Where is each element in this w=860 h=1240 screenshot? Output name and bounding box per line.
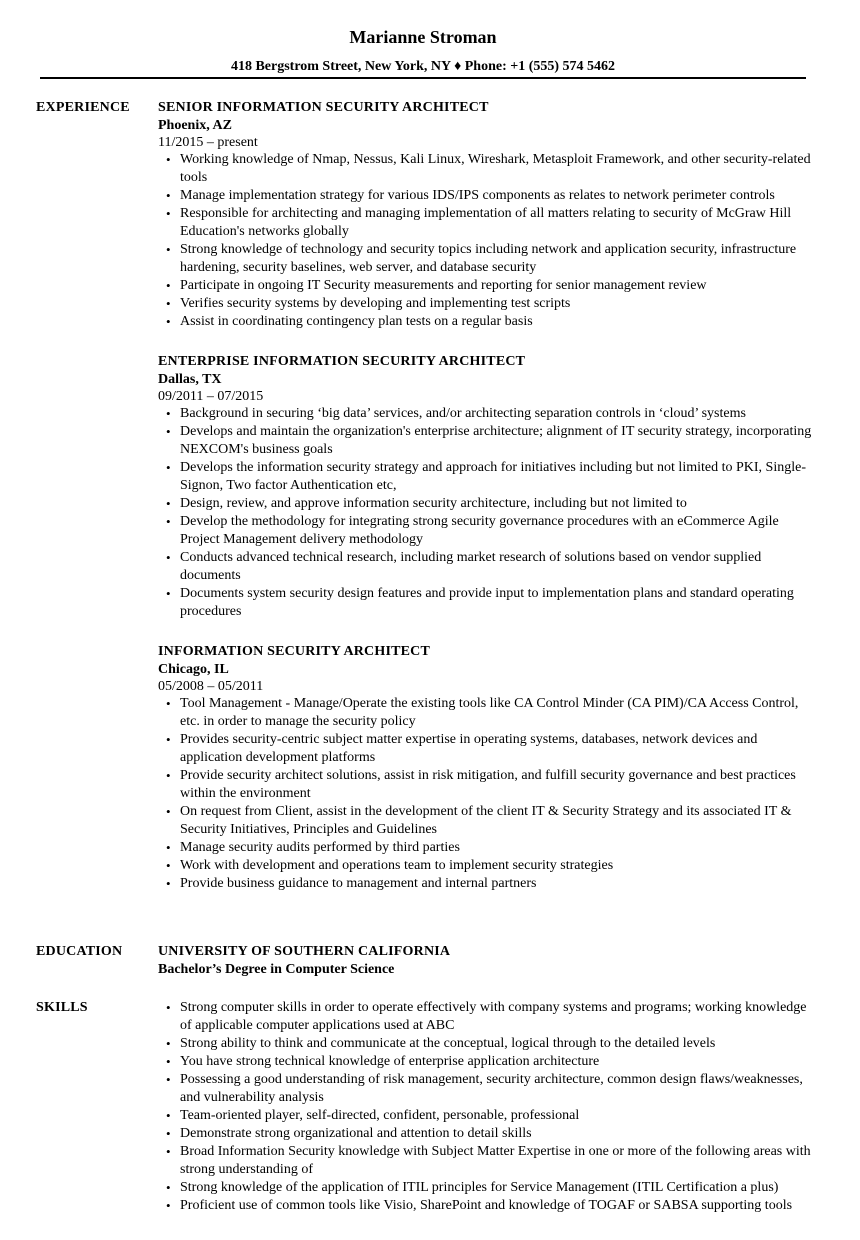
job-bullet: • Work with development and operations team to implement security strategies bbox=[180, 857, 818, 875]
job-entry bbox=[158, 99, 818, 331]
job-bullet-list bbox=[158, 405, 818, 621]
job-bullet: • Develop the methodology for integrating strong security governance procedures with an eCommerce Agile Project Management delivery methodology bbox=[180, 513, 818, 549]
job-dates: 09/2011 – 07/2015 bbox=[158, 389, 264, 404]
degree: Bachelor’s Degree in Computer Science bbox=[158, 962, 395, 977]
job-title: ENTERPRISE INFORMATION SECURITY ARCHITECT bbox=[158, 354, 526, 369]
job-bullet: • Conducts advanced technical research, including market research of solutions based on vendor supplied documents bbox=[180, 549, 818, 585]
job-entry bbox=[158, 353, 818, 621]
job-bullet: • Develops the information security strategy and approach for initiatives including but not limited to PKI, Single-Signon, Two factor Authentication etc, bbox=[180, 459, 818, 495]
job-bullet: • Manage implementation strategy for various IDS/IPS components as relates to network perimeter controls bbox=[180, 187, 818, 205]
job-bullet: • Responsible for architecting and managing implementation of all matters relating to security of McGraw Hill Education's networks globally bbox=[180, 205, 818, 241]
experience-heading: EXPERIENCE bbox=[36, 100, 130, 115]
job-bullet: • Provides security-centric subject matter expertise in operating systems, databases, network devices and application development platforms bbox=[180, 731, 818, 767]
skills-heading: SKILLS bbox=[36, 1000, 88, 1015]
job-bullet: • Participate in ongoing IT Security measurements and reporting for senior management review bbox=[180, 277, 818, 295]
skill-bullet: • Demonstrate strong organizational and attention to detail skills bbox=[180, 1125, 818, 1143]
skill-bullet: • Strong knowledge of the application of ITIL principles for Service Management (ITIL Certification a plus) bbox=[180, 1179, 818, 1197]
skills-bullet-list bbox=[158, 999, 818, 1215]
job-bullet: • Design, review, and approve information security architecture, including but not limited to bbox=[180, 495, 818, 513]
job-bullet: • Provide business guidance to management and internal partners bbox=[180, 875, 818, 893]
job-entry bbox=[158, 643, 818, 893]
job-bullet: • Working knowledge of Nmap, Nessus, Kali Linux, Wireshark, Metasploit Framework, and other security-related tools bbox=[180, 151, 818, 187]
job-title: INFORMATION SECURITY ARCHITECT bbox=[158, 644, 431, 659]
experience-body bbox=[158, 99, 818, 915]
skill-bullet: • You have strong technical knowledge of enterprise application architecture bbox=[180, 1053, 818, 1071]
job-dates: 11/2015 – present bbox=[158, 135, 258, 150]
job-bullet: • Assist in coordinating contingency plan tests on a regular basis bbox=[180, 313, 818, 331]
skills-body bbox=[158, 999, 818, 1215]
job-bullet: • Documents system security design features and provide input to implementation plans and standard operating procedures bbox=[180, 585, 818, 621]
skill-bullet: • Possessing a good understanding of risk management, security architecture, common design flaws/weaknesses, and vulnerability analysis bbox=[180, 1071, 818, 1107]
job-bullet: • Tool Management - Manage/Operate the existing tools like CA Control Minder (CA PIM)/CA Access Control, etc. in order to manage the security policy bbox=[180, 695, 818, 731]
education-heading: EDUCATION bbox=[36, 944, 123, 959]
job-bullet: • Provide security architect solutions, assist in risk mitigation, and fulfill security governance and best practices within the environment bbox=[180, 767, 818, 803]
job-bullet: • On request from Client, assist in the development of the client IT & Security Strategy and its associated IT & Security Initiatives, Principles and Guidelines bbox=[180, 803, 818, 839]
job-bullet: • Verifies security systems by developing and implementing test scripts bbox=[180, 295, 818, 313]
skill-bullet: • Team-oriented player, self-directed, confident, personable, professional bbox=[180, 1107, 818, 1125]
job-bullet: • Background in securing ‘big data’ services, and/or architecting separation controls in ‘cloud’ systems bbox=[180, 405, 818, 423]
job-dates: 05/2008 – 05/2011 bbox=[158, 679, 264, 694]
job-bullet-list bbox=[158, 151, 818, 331]
candidate-name: Marianne Stroman bbox=[349, 27, 497, 47]
skill-bullet: • Strong computer skills in order to operate effectively with company systems and programs; working knowledge of applicable computer applications used at ABC bbox=[180, 999, 818, 1035]
skill-bullet: • Proficient use of common tools like Visio, SharePoint and knowledge of TOGAF or SABSA supporting tools bbox=[180, 1197, 818, 1215]
job-bullet-list bbox=[158, 695, 818, 893]
job-bullet: • Strong knowledge of technology and security topics including network and application security, infrastructure hardening, security baselines, web server, and database security bbox=[180, 241, 818, 277]
job-title: SENIOR INFORMATION SECURITY ARCHITECT bbox=[158, 100, 489, 115]
education-body bbox=[158, 943, 818, 979]
job-bullet: • Develops and maintain the organization's enterprise architecture; alignment of IT security strategy, incorporating NEXCOM's business goals bbox=[180, 423, 818, 459]
job-location: Chicago, IL bbox=[158, 662, 229, 677]
job-location: Phoenix, AZ bbox=[158, 118, 232, 133]
header-divider bbox=[40, 77, 806, 79]
contact-line: 418 Bergstrom Street, New York, NY ♦ Phone: +1 (555) 574 5462 bbox=[230, 59, 616, 74]
job-location: Dallas, TX bbox=[158, 372, 222, 387]
job-bullet: • Manage security audits performed by third parties bbox=[180, 839, 818, 857]
school-name: UNIVERSITY OF SOUTHERN CALIFORNIA bbox=[158, 944, 451, 959]
skill-bullet: • Broad Information Security knowledge with Subject Matter Expertise in one or more of the following areas with strong understanding of bbox=[180, 1143, 818, 1179]
skill-bullet: • Strong ability to think and communicate at the conceptual, logical through to the detailed levels bbox=[180, 1035, 818, 1053]
